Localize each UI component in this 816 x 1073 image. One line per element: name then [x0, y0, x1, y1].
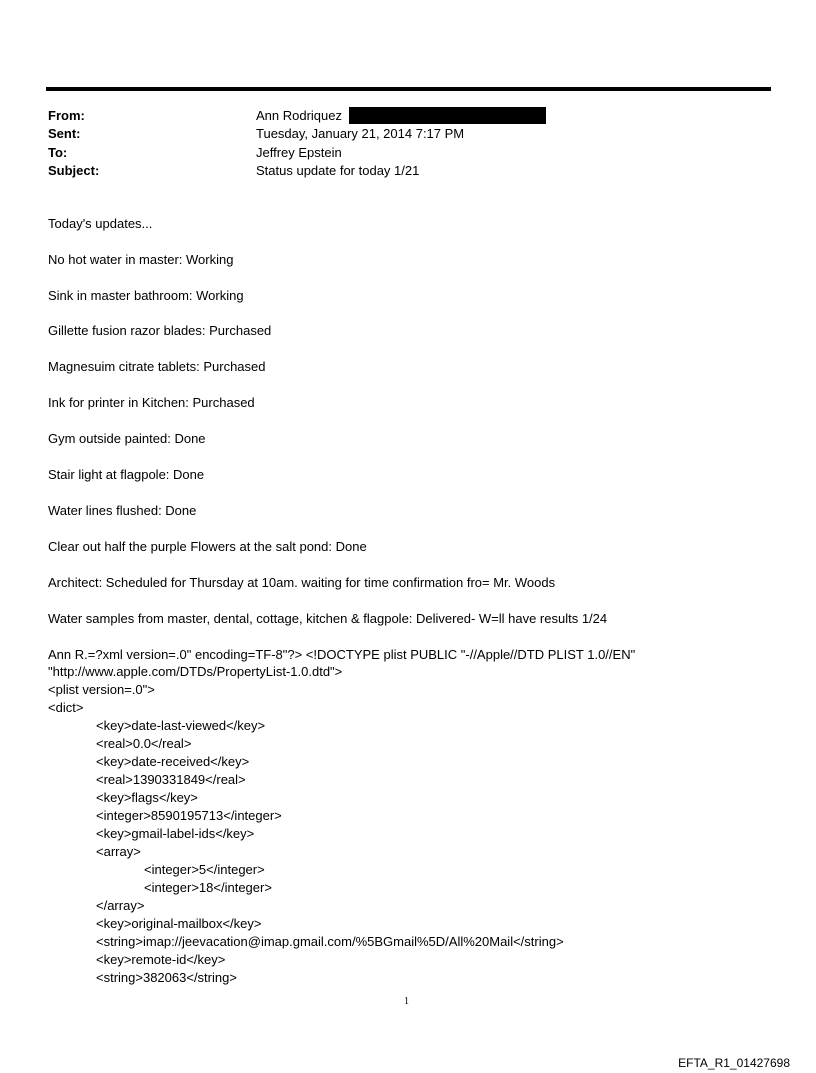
plist-line: <integer>8590195713</integer>: [96, 808, 282, 823]
signature-line: "http://www.apple.com/DTDs/PropertyList-1.0.dtd">: [48, 664, 343, 679]
update-item: Ink for printer in Kitchen: Purchased: [48, 395, 255, 410]
to-value: Jeffrey Epstein: [256, 145, 342, 160]
update-item: Magnesuim citrate tablets: Purchased: [48, 359, 266, 374]
update-item: Stair light at flagpole: Done: [48, 467, 205, 482]
update-item: Water lines flushed: Done: [48, 503, 197, 518]
from-value: Ann Rodriquez: [256, 108, 342, 123]
sent-label: Sent:: [48, 126, 81, 141]
plist-line: </array>: [96, 898, 145, 913]
page-number: 1: [404, 996, 409, 1007]
update-item: Gym outside painted: Done: [48, 431, 206, 446]
plist-line: <real>1390331849</real>: [96, 772, 246, 787]
update-item: Architect: Scheduled for Thursday at 10am. waiting for time confirmation fro= Mr. Woods: [48, 575, 556, 590]
plist-line: <key>gmail-label-ids</key>: [96, 826, 255, 841]
update-item: Water samples from master, dental, cottage, kitchen & flagpole: Delivered- W=ll have results 1/24: [48, 611, 608, 626]
plist-line: <key>remote-id</key>: [96, 952, 226, 967]
header-rule: [46, 87, 771, 91]
plist-line: <real>0.0</real>: [96, 736, 192, 751]
plist-line: <string>imap://jeevacation@imap.gmail.com/%5BGmail%5D/All%20Mail</string>: [96, 934, 564, 949]
plist-line: <key>date-last-viewed</key>: [96, 718, 266, 733]
plist-line: <dict>: [48, 700, 84, 715]
document-id: EFTA_R1_01427698: [678, 1056, 790, 1070]
update-item: No hot water in master: Working: [48, 252, 234, 267]
plist-line: <integer>18</integer>: [144, 880, 272, 895]
plist-line: <key>flags</key>: [96, 790, 198, 805]
plist-line: <array>: [96, 844, 141, 859]
subject-value: Status update for today 1/21: [256, 163, 420, 178]
subject-label: Subject:: [48, 163, 100, 178]
sent-value: Tuesday, January 21, 2014 7:17 PM: [256, 126, 465, 141]
signature-line: Ann R.=?xml version=.0" encoding=TF-8"?> <!DOCTYPE plist PUBLIC "-//Apple//DTD PLIST 1.0//EN": [48, 647, 636, 662]
update-item: Gillette fusion razor blades: Purchased: [48, 323, 272, 338]
plist-line: <string>382063</string>: [96, 970, 237, 985]
plist-line: <key>date-received</key>: [96, 754, 250, 769]
body-intro: Today's updates...: [48, 216, 153, 231]
to-label: To:: [48, 145, 68, 160]
from-label: From:: [48, 108, 85, 123]
update-item: Sink in master bathroom: Working: [48, 288, 244, 303]
plist-line: <plist version=.0">: [48, 682, 155, 697]
redaction-box: [349, 107, 546, 124]
plist-line: <key>original-mailbox</key>: [96, 916, 262, 931]
update-item: Clear out half the purple Flowers at the salt pond: Done: [48, 539, 367, 554]
plist-line: <integer>5</integer>: [144, 862, 265, 877]
